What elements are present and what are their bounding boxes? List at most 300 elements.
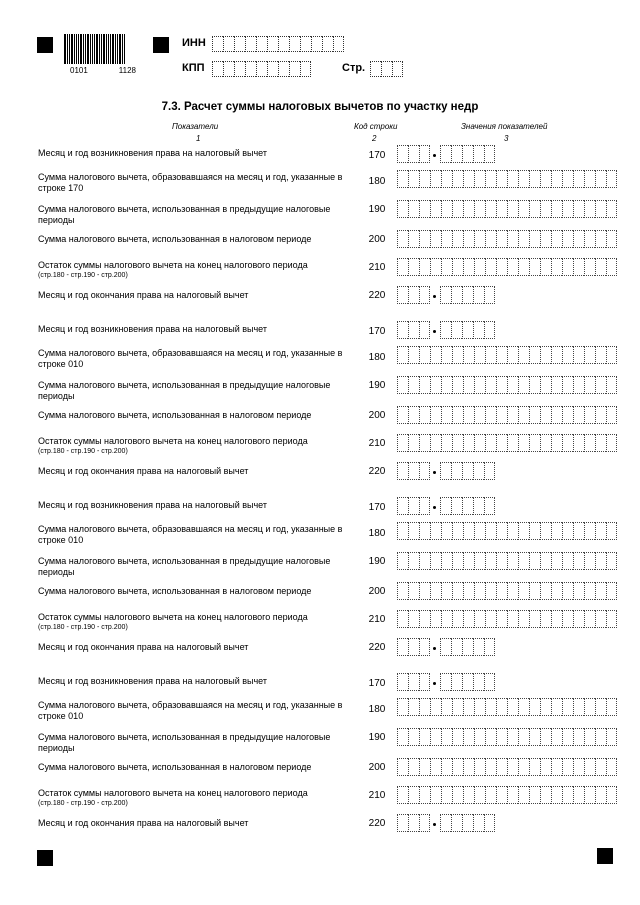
input-cell[interactable] bbox=[440, 321, 451, 339]
input-cell[interactable] bbox=[452, 698, 463, 716]
input-cell[interactable] bbox=[408, 497, 419, 515]
input-cell[interactable] bbox=[529, 582, 540, 600]
input-cell[interactable] bbox=[507, 582, 518, 600]
input-cell[interactable] bbox=[440, 286, 451, 304]
input-cell[interactable] bbox=[584, 758, 595, 776]
input-cell[interactable] bbox=[551, 258, 562, 276]
input-cell[interactable] bbox=[397, 434, 408, 452]
input-cell[interactable] bbox=[606, 230, 617, 248]
input-cell[interactable] bbox=[452, 758, 463, 776]
input-cell[interactable] bbox=[551, 230, 562, 248]
input-cell[interactable] bbox=[584, 786, 595, 804]
input-cell[interactable] bbox=[430, 376, 441, 394]
input-cell[interactable] bbox=[463, 758, 474, 776]
input-cell[interactable] bbox=[441, 230, 452, 248]
input-cell[interactable] bbox=[474, 786, 485, 804]
input-cell[interactable] bbox=[540, 758, 551, 776]
input-cell[interactable] bbox=[452, 170, 463, 188]
input-cell[interactable] bbox=[551, 728, 562, 746]
input-cell[interactable] bbox=[408, 610, 419, 628]
input-cell[interactable] bbox=[408, 673, 419, 691]
input-cell[interactable] bbox=[452, 522, 463, 540]
input-cell[interactable] bbox=[518, 786, 529, 804]
input-cell[interactable] bbox=[529, 170, 540, 188]
input-cell[interactable] bbox=[463, 406, 474, 424]
input-cell[interactable] bbox=[584, 406, 595, 424]
input-cell[interactable] bbox=[419, 258, 430, 276]
month-year-field[interactable] bbox=[397, 638, 495, 656]
input-cell[interactable] bbox=[289, 36, 300, 52]
input-cell[interactable] bbox=[496, 376, 507, 394]
input-cell[interactable] bbox=[397, 462, 408, 480]
input-cell[interactable] bbox=[474, 522, 485, 540]
input-cell[interactable] bbox=[529, 552, 540, 570]
input-cell[interactable] bbox=[595, 786, 606, 804]
input-cell[interactable] bbox=[267, 61, 278, 77]
input-cell[interactable] bbox=[441, 552, 452, 570]
input-cell[interactable] bbox=[441, 582, 452, 600]
input-cell[interactable] bbox=[573, 200, 584, 218]
input-cell[interactable] bbox=[507, 406, 518, 424]
input-cell[interactable] bbox=[485, 786, 496, 804]
input-cell[interactable] bbox=[408, 462, 419, 480]
input-cell[interactable] bbox=[529, 610, 540, 628]
input-cell[interactable] bbox=[397, 406, 408, 424]
input-cell[interactable] bbox=[496, 406, 507, 424]
input-cell[interactable] bbox=[408, 552, 419, 570]
input-cell[interactable] bbox=[540, 786, 551, 804]
amount-field[interactable] bbox=[397, 728, 617, 746]
input-cell[interactable] bbox=[430, 170, 441, 188]
input-cell[interactable] bbox=[474, 610, 485, 628]
input-cell[interactable] bbox=[430, 258, 441, 276]
input-cell[interactable] bbox=[462, 286, 473, 304]
input-cell[interactable] bbox=[451, 145, 462, 163]
input-cell[interactable] bbox=[408, 258, 419, 276]
input-cell[interactable] bbox=[430, 346, 441, 364]
input-cell[interactable] bbox=[463, 230, 474, 248]
input-cell[interactable] bbox=[595, 346, 606, 364]
input-cell[interactable] bbox=[473, 638, 484, 656]
input-cell[interactable] bbox=[397, 673, 408, 691]
input-cell[interactable] bbox=[463, 376, 474, 394]
input-cell[interactable] bbox=[584, 582, 595, 600]
input-cell[interactable] bbox=[562, 346, 573, 364]
input-cell[interactable] bbox=[441, 170, 452, 188]
input-cell[interactable] bbox=[606, 376, 617, 394]
input-cell[interactable] bbox=[430, 582, 441, 600]
input-cell[interactable] bbox=[551, 406, 562, 424]
input-cell[interactable] bbox=[584, 170, 595, 188]
input-cell[interactable] bbox=[562, 170, 573, 188]
input-cell[interactable] bbox=[441, 728, 452, 746]
input-cell[interactable] bbox=[573, 552, 584, 570]
input-cell[interactable] bbox=[595, 170, 606, 188]
input-cell[interactable] bbox=[408, 200, 419, 218]
input-cell[interactable] bbox=[397, 786, 408, 804]
input-cell[interactable] bbox=[408, 698, 419, 716]
input-cell[interactable] bbox=[430, 200, 441, 218]
input-cell[interactable] bbox=[496, 434, 507, 452]
input-cell[interactable] bbox=[419, 286, 430, 304]
input-cell[interactable] bbox=[419, 497, 430, 515]
amount-field[interactable] bbox=[397, 346, 617, 364]
input-cell[interactable] bbox=[408, 321, 419, 339]
input-cell[interactable] bbox=[408, 286, 419, 304]
input-cell[interactable] bbox=[473, 497, 484, 515]
kpp-field[interactable] bbox=[212, 61, 311, 77]
input-cell[interactable] bbox=[485, 376, 496, 394]
input-cell[interactable] bbox=[430, 610, 441, 628]
input-cell[interactable] bbox=[606, 728, 617, 746]
input-cell[interactable] bbox=[441, 522, 452, 540]
input-cell[interactable] bbox=[484, 462, 495, 480]
input-cell[interactable] bbox=[595, 230, 606, 248]
input-cell[interactable] bbox=[408, 728, 419, 746]
input-cell[interactable] bbox=[430, 434, 441, 452]
input-cell[interactable] bbox=[573, 346, 584, 364]
input-cell[interactable] bbox=[408, 170, 419, 188]
input-cell[interactable] bbox=[595, 376, 606, 394]
input-cell[interactable] bbox=[606, 200, 617, 218]
input-cell[interactable] bbox=[452, 728, 463, 746]
input-cell[interactable] bbox=[529, 758, 540, 776]
input-cell[interactable] bbox=[573, 170, 584, 188]
input-cell[interactable] bbox=[529, 728, 540, 746]
amount-field[interactable] bbox=[397, 786, 617, 804]
input-cell[interactable] bbox=[419, 200, 430, 218]
input-cell[interactable] bbox=[397, 346, 408, 364]
input-cell[interactable] bbox=[452, 346, 463, 364]
input-cell[interactable] bbox=[551, 434, 562, 452]
input-cell[interactable] bbox=[540, 346, 551, 364]
input-cell[interactable] bbox=[451, 462, 462, 480]
input-cell[interactable] bbox=[463, 170, 474, 188]
input-cell[interactable] bbox=[397, 258, 408, 276]
input-cell[interactable] bbox=[485, 522, 496, 540]
input-cell[interactable] bbox=[463, 346, 474, 364]
month-year-field[interactable] bbox=[397, 497, 495, 515]
input-cell[interactable] bbox=[408, 582, 419, 600]
input-cell[interactable] bbox=[408, 406, 419, 424]
page-number-field[interactable] bbox=[370, 61, 403, 77]
input-cell[interactable] bbox=[397, 728, 408, 746]
input-cell[interactable] bbox=[529, 258, 540, 276]
input-cell[interactable] bbox=[484, 145, 495, 163]
input-cell[interactable] bbox=[474, 258, 485, 276]
input-cell[interactable] bbox=[595, 698, 606, 716]
input-cell[interactable] bbox=[507, 170, 518, 188]
input-cell[interactable] bbox=[397, 170, 408, 188]
input-cell[interactable] bbox=[223, 36, 234, 52]
input-cell[interactable] bbox=[473, 145, 484, 163]
amount-field[interactable] bbox=[397, 258, 617, 276]
input-cell[interactable] bbox=[540, 698, 551, 716]
month-year-field[interactable] bbox=[397, 462, 495, 480]
input-cell[interactable] bbox=[606, 698, 617, 716]
input-cell[interactable] bbox=[223, 61, 234, 77]
input-cell[interactable] bbox=[484, 321, 495, 339]
input-cell[interactable] bbox=[473, 462, 484, 480]
input-cell[interactable] bbox=[408, 786, 419, 804]
input-cell[interactable] bbox=[485, 728, 496, 746]
input-cell[interactable] bbox=[474, 346, 485, 364]
input-cell[interactable] bbox=[507, 698, 518, 716]
input-cell[interactable] bbox=[474, 200, 485, 218]
input-cell[interactable] bbox=[551, 522, 562, 540]
input-cell[interactable] bbox=[473, 814, 484, 832]
input-cell[interactable] bbox=[397, 200, 408, 218]
input-cell[interactable] bbox=[595, 758, 606, 776]
amount-field[interactable] bbox=[397, 698, 617, 716]
input-cell[interactable] bbox=[529, 522, 540, 540]
input-cell[interactable] bbox=[462, 673, 473, 691]
input-cell[interactable] bbox=[595, 552, 606, 570]
input-cell[interactable] bbox=[595, 434, 606, 452]
input-cell[interactable] bbox=[584, 230, 595, 248]
input-cell[interactable] bbox=[573, 376, 584, 394]
amount-field[interactable] bbox=[397, 230, 617, 248]
input-cell[interactable] bbox=[441, 258, 452, 276]
input-cell[interactable] bbox=[397, 522, 408, 540]
input-cell[interactable] bbox=[441, 200, 452, 218]
input-cell[interactable] bbox=[462, 638, 473, 656]
input-cell[interactable] bbox=[518, 258, 529, 276]
month-year-field[interactable] bbox=[397, 673, 495, 691]
input-cell[interactable] bbox=[551, 346, 562, 364]
input-cell[interactable] bbox=[518, 758, 529, 776]
input-cell[interactable] bbox=[419, 321, 430, 339]
input-cell[interactable] bbox=[419, 552, 430, 570]
input-cell[interactable] bbox=[595, 728, 606, 746]
input-cell[interactable] bbox=[496, 582, 507, 600]
input-cell[interactable] bbox=[419, 230, 430, 248]
inn-field[interactable] bbox=[212, 36, 344, 52]
input-cell[interactable] bbox=[441, 376, 452, 394]
input-cell[interactable] bbox=[496, 346, 507, 364]
input-cell[interactable] bbox=[440, 673, 451, 691]
month-year-field[interactable] bbox=[397, 321, 495, 339]
input-cell[interactable] bbox=[419, 462, 430, 480]
input-cell[interactable] bbox=[606, 786, 617, 804]
input-cell[interactable] bbox=[452, 786, 463, 804]
amount-field[interactable] bbox=[397, 582, 617, 600]
input-cell[interactable] bbox=[562, 522, 573, 540]
input-cell[interactable] bbox=[584, 522, 595, 540]
input-cell[interactable] bbox=[484, 286, 495, 304]
input-cell[interactable] bbox=[430, 552, 441, 570]
input-cell[interactable] bbox=[440, 497, 451, 515]
input-cell[interactable] bbox=[518, 552, 529, 570]
input-cell[interactable] bbox=[551, 582, 562, 600]
input-cell[interactable] bbox=[529, 698, 540, 716]
input-cell[interactable] bbox=[606, 552, 617, 570]
input-cell[interactable] bbox=[496, 758, 507, 776]
input-cell[interactable] bbox=[518, 230, 529, 248]
input-cell[interactable] bbox=[551, 200, 562, 218]
input-cell[interactable] bbox=[419, 582, 430, 600]
input-cell[interactable] bbox=[451, 638, 462, 656]
input-cell[interactable] bbox=[485, 552, 496, 570]
input-cell[interactable] bbox=[234, 61, 245, 77]
input-cell[interactable] bbox=[573, 434, 584, 452]
input-cell[interactable] bbox=[322, 36, 333, 52]
input-cell[interactable] bbox=[551, 170, 562, 188]
input-cell[interactable] bbox=[256, 36, 267, 52]
input-cell[interactable] bbox=[595, 610, 606, 628]
input-cell[interactable] bbox=[562, 434, 573, 452]
input-cell[interactable] bbox=[540, 376, 551, 394]
input-cell[interactable] bbox=[606, 434, 617, 452]
input-cell[interactable] bbox=[584, 258, 595, 276]
amount-field[interactable] bbox=[397, 434, 617, 452]
input-cell[interactable] bbox=[397, 376, 408, 394]
input-cell[interactable] bbox=[507, 376, 518, 394]
input-cell[interactable] bbox=[529, 376, 540, 394]
input-cell[interactable] bbox=[518, 728, 529, 746]
input-cell[interactable] bbox=[463, 610, 474, 628]
input-cell[interactable] bbox=[300, 61, 311, 77]
input-cell[interactable] bbox=[397, 321, 408, 339]
input-cell[interactable] bbox=[496, 786, 507, 804]
input-cell[interactable] bbox=[595, 522, 606, 540]
month-year-field[interactable] bbox=[397, 145, 495, 163]
input-cell[interactable] bbox=[562, 406, 573, 424]
input-cell[interactable] bbox=[278, 61, 289, 77]
input-cell[interactable] bbox=[463, 728, 474, 746]
input-cell[interactable] bbox=[562, 376, 573, 394]
input-cell[interactable] bbox=[452, 200, 463, 218]
input-cell[interactable] bbox=[441, 610, 452, 628]
input-cell[interactable] bbox=[419, 814, 430, 832]
input-cell[interactable] bbox=[606, 610, 617, 628]
input-cell[interactable] bbox=[473, 673, 484, 691]
input-cell[interactable] bbox=[595, 406, 606, 424]
input-cell[interactable] bbox=[496, 728, 507, 746]
input-cell[interactable] bbox=[540, 728, 551, 746]
input-cell[interactable] bbox=[584, 728, 595, 746]
input-cell[interactable] bbox=[419, 673, 430, 691]
input-cell[interactable] bbox=[562, 258, 573, 276]
input-cell[interactable] bbox=[397, 497, 408, 515]
amount-field[interactable] bbox=[397, 522, 617, 540]
input-cell[interactable] bbox=[451, 673, 462, 691]
input-cell[interactable] bbox=[419, 434, 430, 452]
input-cell[interactable] bbox=[452, 376, 463, 394]
input-cell[interactable] bbox=[474, 728, 485, 746]
input-cell[interactable] bbox=[245, 61, 256, 77]
input-cell[interactable] bbox=[606, 758, 617, 776]
input-cell[interactable] bbox=[496, 200, 507, 218]
input-cell[interactable] bbox=[474, 170, 485, 188]
input-cell[interactable] bbox=[584, 698, 595, 716]
month-year-field[interactable] bbox=[397, 814, 495, 832]
input-cell[interactable] bbox=[562, 786, 573, 804]
input-cell[interactable] bbox=[507, 552, 518, 570]
input-cell[interactable] bbox=[573, 582, 584, 600]
input-cell[interactable] bbox=[441, 698, 452, 716]
input-cell[interactable] bbox=[485, 758, 496, 776]
input-cell[interactable] bbox=[562, 582, 573, 600]
input-cell[interactable] bbox=[441, 786, 452, 804]
input-cell[interactable] bbox=[606, 170, 617, 188]
input-cell[interactable] bbox=[419, 346, 430, 364]
input-cell[interactable] bbox=[408, 230, 419, 248]
input-cell[interactable] bbox=[408, 638, 419, 656]
input-cell[interactable] bbox=[397, 552, 408, 570]
input-cell[interactable] bbox=[562, 610, 573, 628]
input-cell[interactable] bbox=[540, 200, 551, 218]
amount-field[interactable] bbox=[397, 200, 617, 218]
input-cell[interactable] bbox=[440, 814, 451, 832]
input-cell[interactable] bbox=[462, 814, 473, 832]
input-cell[interactable] bbox=[419, 638, 430, 656]
input-cell[interactable] bbox=[408, 434, 419, 452]
input-cell[interactable] bbox=[529, 786, 540, 804]
input-cell[interactable] bbox=[463, 786, 474, 804]
input-cell[interactable] bbox=[419, 522, 430, 540]
input-cell[interactable] bbox=[562, 552, 573, 570]
input-cell[interactable] bbox=[381, 61, 392, 77]
input-cell[interactable] bbox=[551, 698, 562, 716]
input-cell[interactable] bbox=[496, 522, 507, 540]
amount-field[interactable] bbox=[397, 170, 617, 188]
input-cell[interactable] bbox=[474, 230, 485, 248]
input-cell[interactable] bbox=[562, 698, 573, 716]
amount-field[interactable] bbox=[397, 758, 617, 776]
input-cell[interactable] bbox=[430, 758, 441, 776]
input-cell[interactable] bbox=[551, 610, 562, 628]
amount-field[interactable] bbox=[397, 552, 617, 570]
input-cell[interactable] bbox=[463, 200, 474, 218]
input-cell[interactable] bbox=[595, 582, 606, 600]
input-cell[interactable] bbox=[573, 522, 584, 540]
input-cell[interactable] bbox=[540, 552, 551, 570]
input-cell[interactable] bbox=[397, 814, 408, 832]
input-cell[interactable] bbox=[278, 36, 289, 52]
input-cell[interactable] bbox=[540, 522, 551, 540]
input-cell[interactable] bbox=[485, 170, 496, 188]
input-cell[interactable] bbox=[463, 258, 474, 276]
input-cell[interactable] bbox=[507, 610, 518, 628]
input-cell[interactable] bbox=[485, 200, 496, 218]
input-cell[interactable] bbox=[397, 698, 408, 716]
input-cell[interactable] bbox=[573, 610, 584, 628]
input-cell[interactable] bbox=[300, 36, 311, 52]
input-cell[interactable] bbox=[507, 786, 518, 804]
input-cell[interactable] bbox=[584, 346, 595, 364]
input-cell[interactable] bbox=[370, 61, 381, 77]
input-cell[interactable] bbox=[485, 582, 496, 600]
amount-field[interactable] bbox=[397, 610, 617, 628]
input-cell[interactable] bbox=[397, 582, 408, 600]
input-cell[interactable] bbox=[562, 758, 573, 776]
input-cell[interactable] bbox=[540, 170, 551, 188]
input-cell[interactable] bbox=[462, 462, 473, 480]
input-cell[interactable] bbox=[518, 522, 529, 540]
input-cell[interactable] bbox=[311, 36, 322, 52]
input-cell[interactable] bbox=[474, 582, 485, 600]
input-cell[interactable] bbox=[430, 786, 441, 804]
input-cell[interactable] bbox=[397, 286, 408, 304]
input-cell[interactable] bbox=[419, 698, 430, 716]
input-cell[interactable] bbox=[408, 522, 419, 540]
input-cell[interactable] bbox=[573, 406, 584, 424]
input-cell[interactable] bbox=[573, 698, 584, 716]
input-cell[interactable] bbox=[529, 200, 540, 218]
input-cell[interactable] bbox=[496, 258, 507, 276]
input-cell[interactable] bbox=[496, 698, 507, 716]
